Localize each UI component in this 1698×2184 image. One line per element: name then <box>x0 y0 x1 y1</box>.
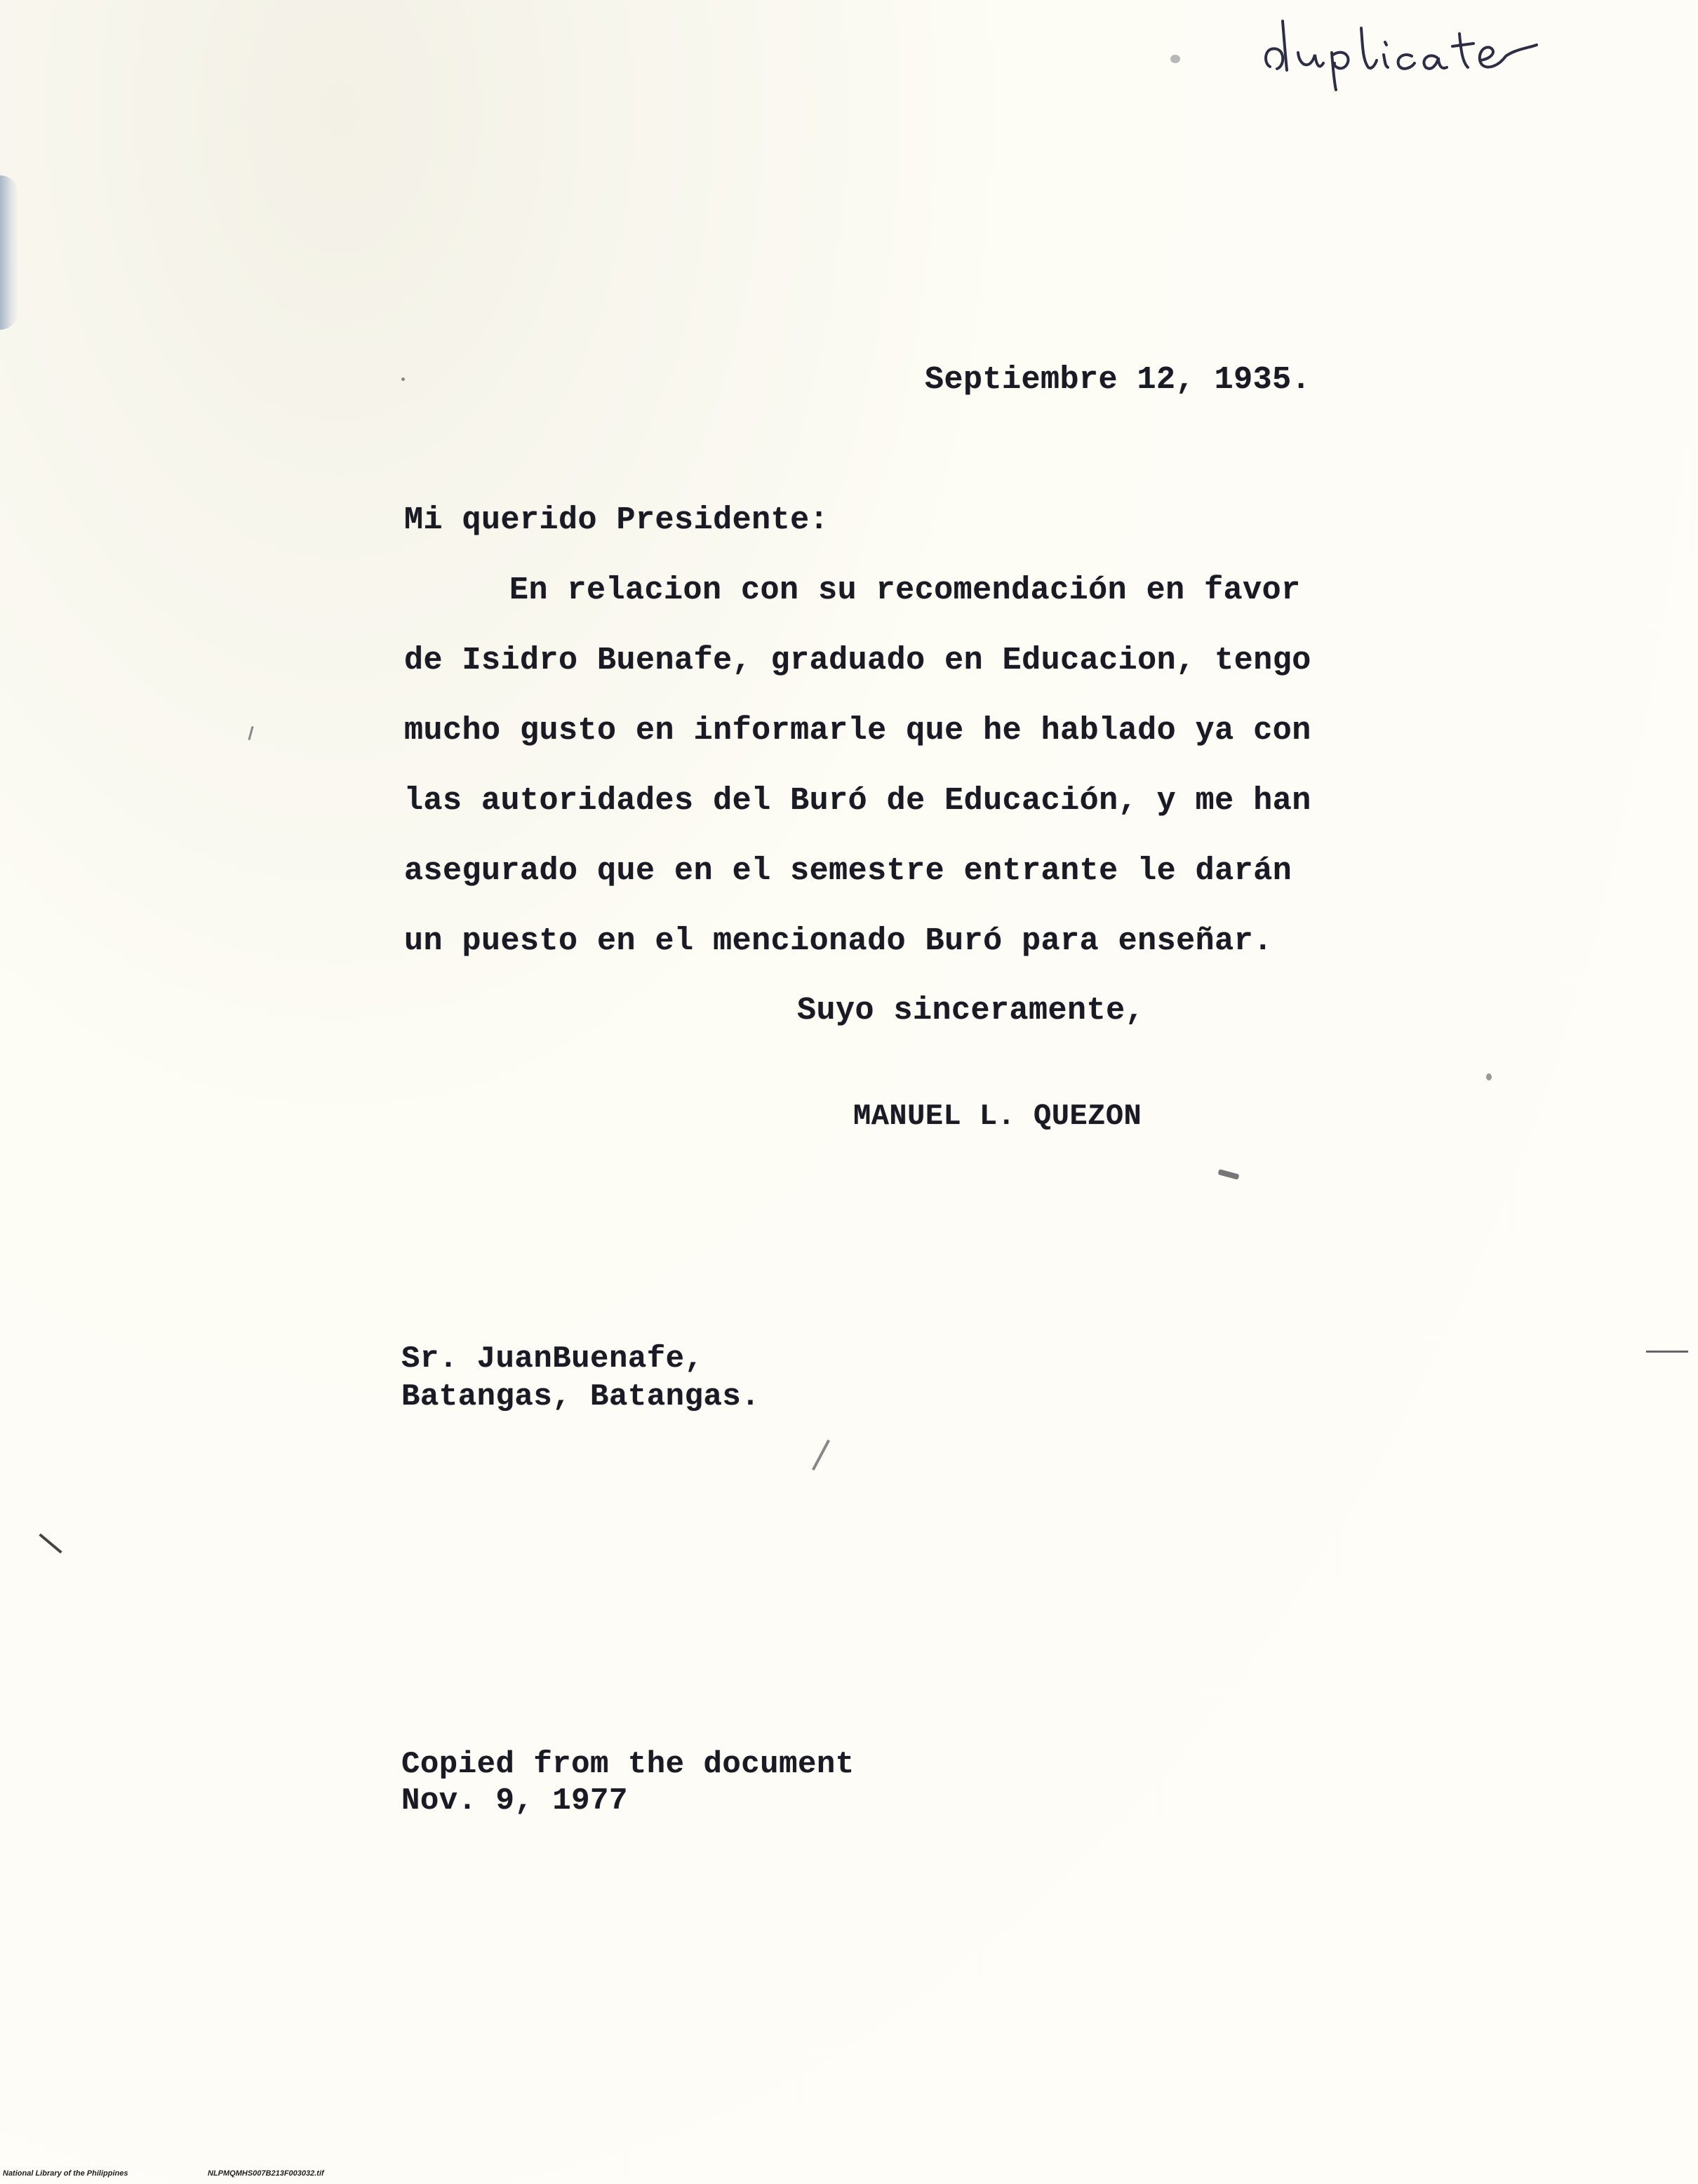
body-line-2: de Isidro Buenafe, graduado en Educacion, tengo <box>404 643 1311 678</box>
paper-speck <box>1217 1169 1239 1179</box>
stray-mark <box>812 1440 830 1470</box>
body-line-6: un puesto en el mencionado Buró para enseñar. <box>404 923 1273 959</box>
copy-note-line-2: Nov. 9, 1977 <box>401 1783 628 1818</box>
copy-note-line-1: Copied from the document <box>401 1747 855 1782</box>
paper-speck <box>401 377 405 381</box>
body-line-4: las autoridades del Buró de Educación, y me han <box>404 783 1311 819</box>
salutation: Mi querido Presidente: <box>404 502 829 538</box>
body-line-1: En relacion con su recomendación en favor <box>509 572 1301 608</box>
paper-speck <box>1486 1073 1492 1080</box>
handwritten-annotation-duplicate <box>1256 14 1551 91</box>
stray-mark <box>1646 1351 1688 1353</box>
paper-stain <box>0 175 18 330</box>
signature-name: MANUEL L. QUEZON <box>853 1099 1142 1133</box>
stray-mark <box>39 1534 62 1554</box>
letter-date: Septiembre 12, 1935. <box>925 362 1311 398</box>
body-line-5: asegurado que en el semestre entrante le darán <box>404 853 1292 889</box>
body-line-3: mucho gusto en informarle que he hablado ya con <box>404 713 1311 749</box>
stray-mark <box>248 726 253 740</box>
archive-credit: National Library of the Philippines <box>3 2169 128 2178</box>
addressee-name: Sr. JuanBuenafe, <box>401 1341 704 1376</box>
closing: Suyo sinceramente, <box>797 993 1145 1029</box>
addressee-location: Batangas, Batangas. <box>401 1379 761 1414</box>
paper-speck <box>1170 55 1180 63</box>
scan-filename: NLPMQMHS007B213F003032.tif <box>208 2169 324 2178</box>
